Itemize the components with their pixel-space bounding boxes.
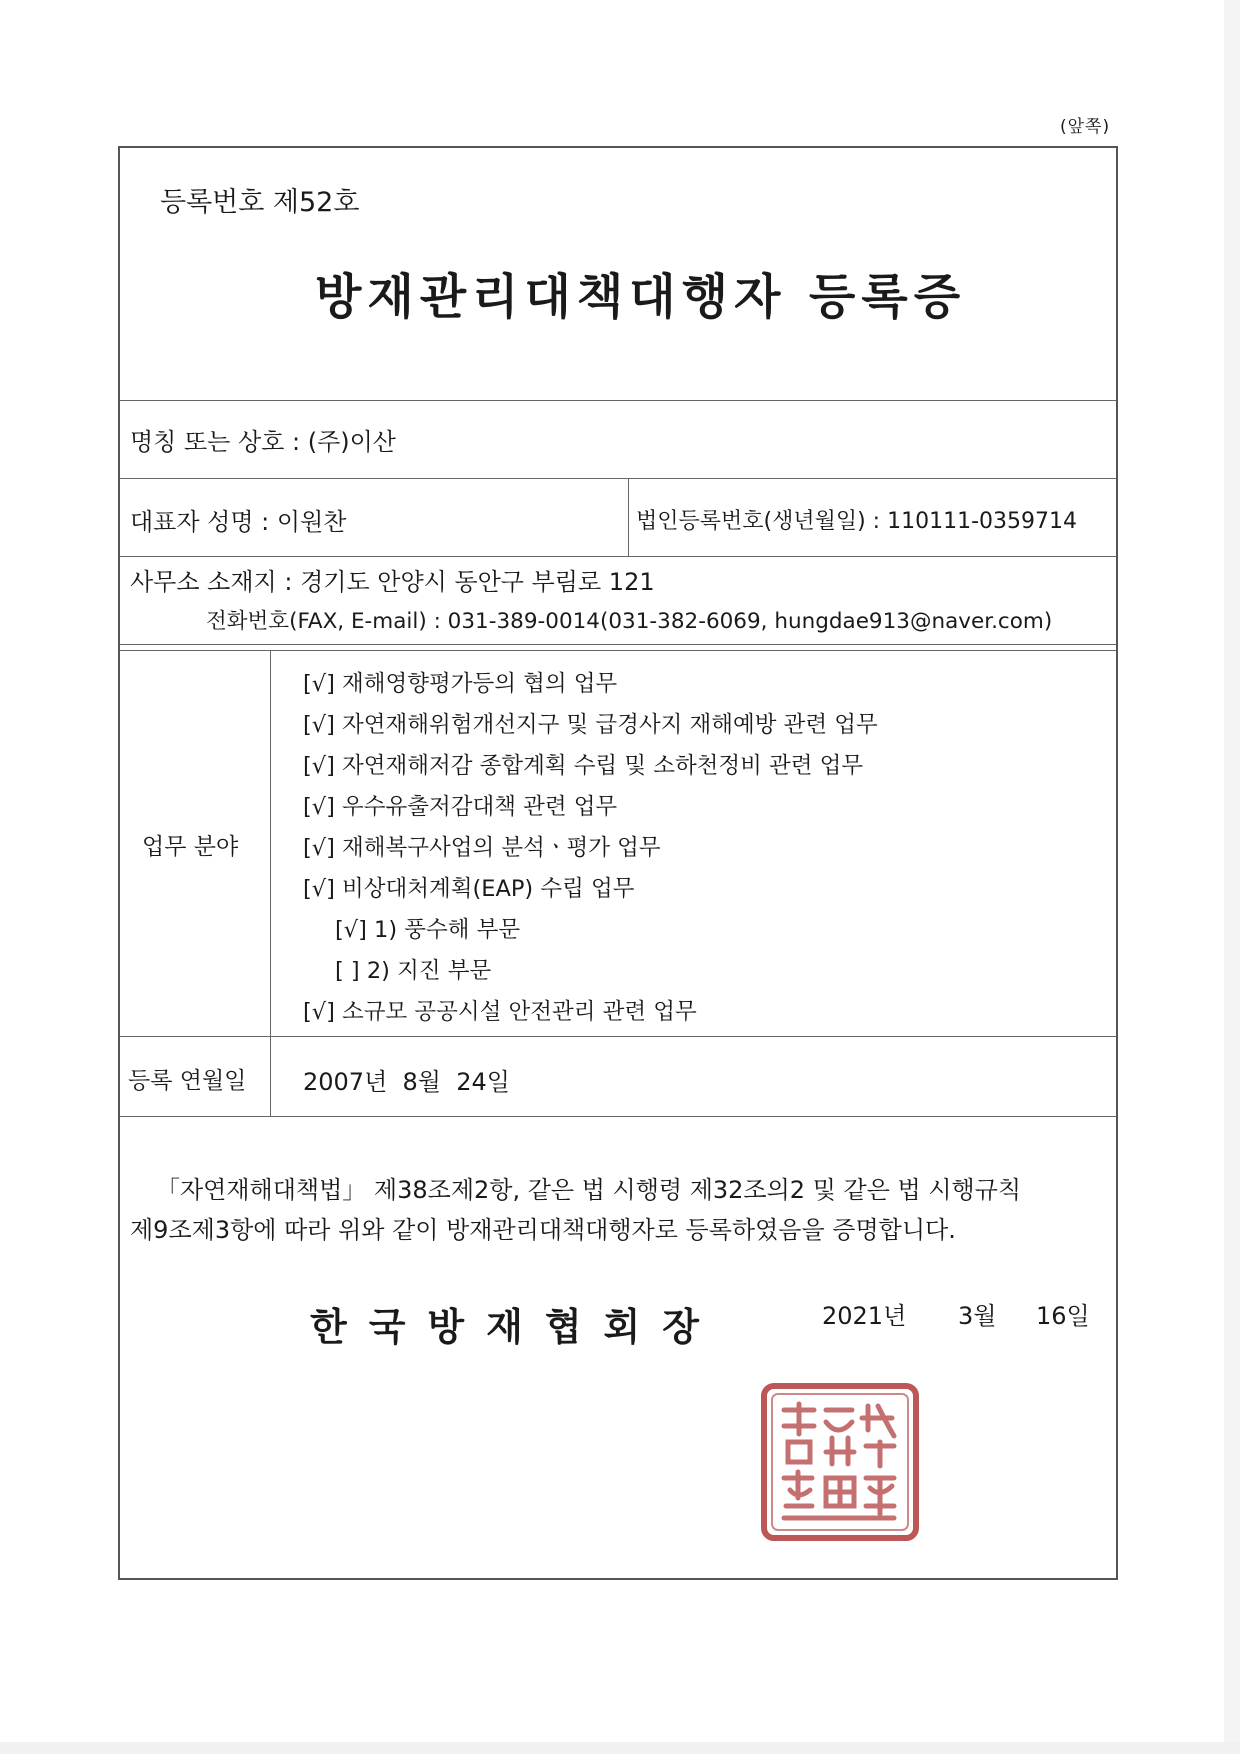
registration-number: 등록번호 제52호 bbox=[160, 187, 360, 218]
issue-day: 16일 bbox=[1036, 1302, 1090, 1330]
divider-rep-split bbox=[628, 478, 629, 556]
divider-header bbox=[120, 400, 1116, 401]
divider-name bbox=[120, 478, 1116, 479]
business-item: [√] 우수유출저감대책 관련 업무 bbox=[303, 794, 618, 820]
document-title: 방재관리대책대행자 등록증 bbox=[315, 269, 967, 325]
issuer-name: 한국방재협회장 bbox=[310, 1305, 721, 1349]
corporate-registration-number: 법인등록번호(생년월일) : 110111-0359714 bbox=[636, 509, 1077, 534]
business-item: [√] 비상대처계획(EAP) 수립 업무 bbox=[303, 876, 635, 902]
divider-address bbox=[120, 644, 1116, 645]
page-side-label: (앞쪽) bbox=[1060, 117, 1111, 137]
representative-name: 대표자 성명 : 이원찬 bbox=[130, 508, 347, 536]
business-subitem: [√] 1) 풍수해 부문 bbox=[335, 917, 521, 943]
office-address: 사무소 소재지 : 경기도 안양시 동안구 부림로 121 bbox=[130, 568, 655, 596]
business-item: [√] 자연재해저감 종합계획 수립 및 소하천정비 관련 업무 bbox=[303, 753, 864, 779]
business-item: [√] 재해영향평가등의 협의 업무 bbox=[303, 671, 618, 697]
business-item: [√] 소규모 공공시설 안전관리 관련 업무 bbox=[303, 999, 697, 1025]
issue-year: 2021년 bbox=[822, 1302, 907, 1330]
business-subitem: [ ] 2) 지진 부문 bbox=[335, 958, 492, 984]
business-item: [√] 재해복구사업의 분석ㆍ평가 업무 bbox=[303, 835, 661, 861]
page-edge-shadow bbox=[1224, 0, 1240, 1754]
page-bottom-shadow bbox=[0, 1742, 1240, 1754]
business-item: [√] 자연재해위험개선지구 및 급경사지 재해예방 관련 업무 bbox=[303, 712, 878, 738]
divider-label-column bbox=[270, 650, 271, 1116]
registration-date-label: 등록 연월일 bbox=[128, 1068, 247, 1094]
official-seal-icon bbox=[760, 1382, 920, 1542]
issue-month: 3월 bbox=[958, 1302, 997, 1330]
certification-line-2: 제9조제3항에 따라 위와 같이 방재관리대책대행자로 등록하였음을 증명합니다. bbox=[130, 1216, 956, 1244]
contact-info: 전화번호(FAX, E-mail) : 031-389-0014(031-382-6069, hungdae913@naver.com) bbox=[206, 609, 1053, 634]
certification-line-1: 「자연재해대책법」 제38조제2항, 같은 법 시행령 제32조의2 및 같은 법 시행규칙 bbox=[156, 1176, 1022, 1204]
business-area-label: 업무 분야 bbox=[142, 834, 239, 860]
divider-date bbox=[120, 1116, 1116, 1117]
registration-date-value: 2007년 8월 24일 bbox=[303, 1068, 510, 1096]
divider-representative bbox=[120, 556, 1116, 557]
company-name: 명칭 또는 상호 : (주)이산 bbox=[130, 428, 396, 456]
certificate-frame bbox=[118, 146, 1118, 1580]
